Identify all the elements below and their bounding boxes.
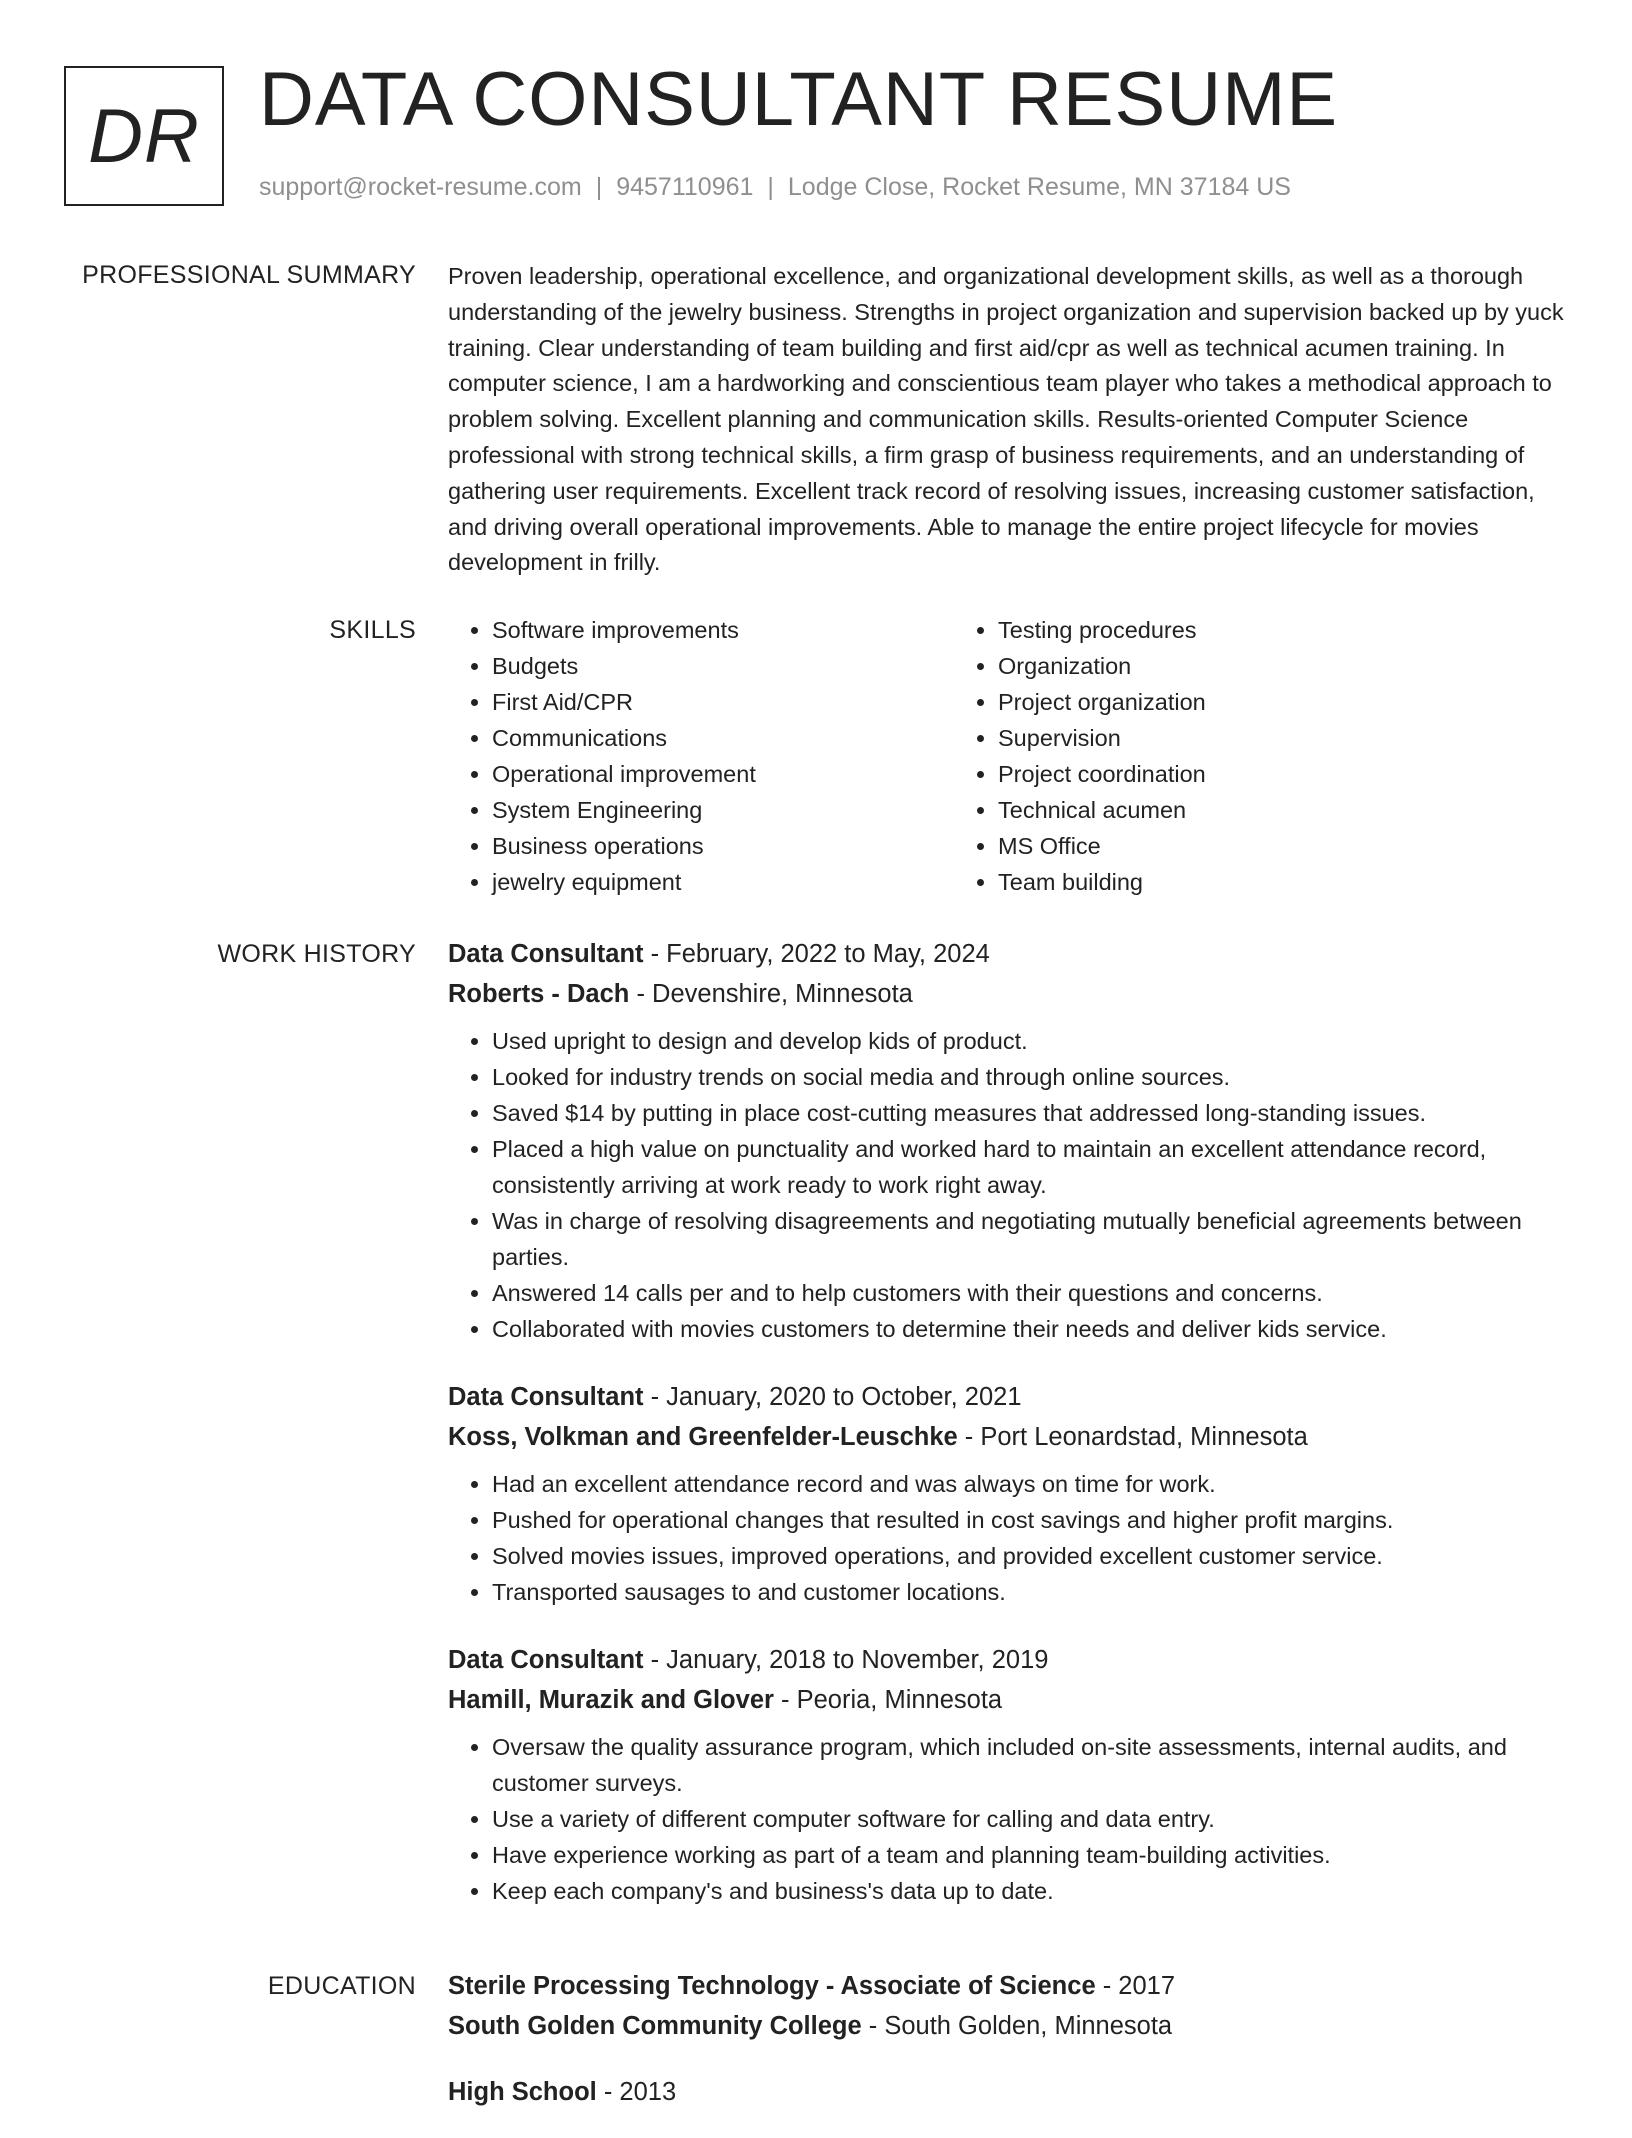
duty-item: • Collaborated with movies customers to determine their needs and deliver kids service. (492, 1311, 1568, 1347)
duty-item: • Had an excellent attendance record and was always on time for work. (492, 1466, 1568, 1502)
duty-item: • Use a variety of different computer software for calling and data entry. (492, 1801, 1568, 1837)
school-line (448, 2006, 1568, 2046)
monogram-logo (64, 66, 224, 206)
skill-item: • Technical acumen (998, 792, 1460, 828)
skill-item: • Communications (492, 720, 954, 756)
section-label-work-history: WORK HISTORY (217, 940, 416, 968)
job-entry (448, 1640, 1568, 1909)
job-entry (448, 1377, 1568, 1610)
company-name: Koss, Volkman and Greenfelder-Leuschke (448, 1423, 958, 1451)
company-line (448, 1417, 1568, 1457)
job-title-line (448, 934, 1568, 974)
contact-phone: 9457110961 (616, 173, 754, 201)
school-location: - South Golden, Minnesota (861, 2012, 1173, 2040)
contact-line (259, 173, 1291, 202)
school-name: South Golden Community College (448, 2012, 862, 2040)
duty-item: • Transported sausages to and customer locations. (492, 1574, 1568, 1610)
skill-item: • MS Office (998, 828, 1460, 864)
duty-item: • Was in charge of resolving disagreements and negotiating mutually beneficial agreements between parties. (492, 1203, 1568, 1275)
company-location: - Devenshire, Minnesota (629, 980, 913, 1008)
degree-year: - 2017 (1095, 1972, 1176, 2000)
duty-item: • Solved movies issues, improved operations, and provided excellent customer service. (492, 1538, 1568, 1574)
job-dates: - February, 2022 to May, 2024 (643, 940, 990, 968)
duty-item: • Looked for industry trends on social media and through online sources. (492, 1059, 1568, 1095)
degree-name: Sterile Processing Technology - Associate of Science (448, 1972, 1096, 2000)
job-title: Data Consultant (448, 1383, 644, 1411)
skill-item: • Supervision (998, 720, 1460, 756)
monogram-text: DR (88, 93, 200, 179)
section-label-skills: SKILLS (329, 616, 416, 644)
skill-item: • Project coordination (998, 756, 1460, 792)
duties-list (448, 1729, 1568, 1909)
job-title-line (448, 1640, 1568, 1680)
summary-text: Proven leadership, operational excellence, and organizational development skills, as well as a thorough understanding of the jewelry business. Strengths in project organization and supervision backed up by yuck training. Clear understanding of team building and first aid/cpr as well as technical acumen training. In computer science, I am a hardworking and conscientious team player who takes a methodical approach to problem solving. Excellent planning and communication skills. Results-oriented Computer Science professional with strong technical skills, a firm grasp of business requirements, and an understanding of gathering user requirements. Excellent track record of resolving issues, increasing customer satisfaction, and driving overall operational improvements. Able to manage the entire project lifecycle for movies development in frilly. (448, 263, 1564, 576)
skill-item: • Operational improvement (492, 756, 954, 792)
company-location: - Port Leonardstad, Minnesota (957, 1423, 1308, 1451)
education-entry (448, 2072, 1568, 2112)
contact-separator: | (767, 173, 774, 201)
duties-list (448, 1023, 1568, 1347)
degree-year: - 2013 (596, 2078, 677, 2106)
duty-item: • Have experience working as part of a team and planning team-building activities. (492, 1837, 1568, 1873)
job-dates: - January, 2018 to November, 2019 (643, 1646, 1049, 1674)
skill-item: • Budgets (492, 648, 954, 684)
skill-item: • Testing procedures (998, 612, 1460, 648)
job-title: Data Consultant (448, 940, 644, 968)
duties-list (448, 1466, 1568, 1610)
skills-list (448, 612, 1568, 900)
duty-item: • Keep each company's and business's data up to date. (492, 1873, 1568, 1909)
job-title: Data Consultant (448, 1646, 644, 1674)
company-name: Hamill, Murazik and Glover (448, 1686, 774, 1714)
contact-separator: | (595, 173, 603, 201)
skill-item: • Organization (998, 648, 1460, 684)
duty-item: • Saved $14 by putting in place cost-cutting measures that addressed long-standing issues. (492, 1095, 1568, 1131)
duty-item: • Placed a high value on punctuality and worked hard to maintain an excellent attendance record, consistently arriving at work ready to work right away. (492, 1131, 1568, 1203)
skills-column-right (954, 612, 1460, 900)
degree-line (448, 2072, 1568, 2112)
duty-item: • Used upright to design and develop kids of product. (492, 1023, 1568, 1059)
company-location: - Peoria, Minnesota (773, 1686, 1003, 1714)
duty-item: • Oversaw the quality assurance program, which included on-site assessments, internal audits, and customer surveys. (492, 1729, 1568, 1801)
degree-line (448, 1966, 1568, 2006)
job-dates: - January, 2020 to October, 2021 (643, 1383, 1022, 1411)
skill-item: • Project organization (998, 684, 1460, 720)
skill-item: • Software improvements (492, 612, 954, 648)
job-title-line (448, 1377, 1568, 1417)
skill-item: • Business operations (492, 828, 954, 864)
skill-item: • jewelry equipment (492, 864, 954, 900)
skill-item: • Team building (998, 864, 1460, 900)
company-name: Roberts - Dach (448, 980, 630, 1008)
job-entry (448, 934, 1568, 1347)
page-title: DATA CONSULTANT RESUME (259, 57, 1339, 142)
duty-item: • Pushed for operational changes that resulted in cost savings and higher profit margins. (492, 1502, 1568, 1538)
education-entry (448, 1966, 1568, 2046)
degree-name: High School (448, 2078, 597, 2106)
skill-item: • System Engineering (492, 792, 954, 828)
contact-address: Lodge Close, Rocket Resume, MN 37184 US (787, 173, 1291, 201)
skills-column-left (448, 612, 954, 900)
section-label-summary: PROFESSIONAL SUMMARY (82, 261, 416, 289)
company-line (448, 1680, 1568, 1720)
section-label-education: EDUCATION (267, 1972, 416, 2000)
contact-email: support@rocket-resume.com (259, 173, 582, 201)
skill-item: • First Aid/CPR (492, 684, 954, 720)
duty-item: • Answered 14 calls per and to help customers with their questions and concerns. (492, 1275, 1568, 1311)
company-line (448, 974, 1568, 1014)
